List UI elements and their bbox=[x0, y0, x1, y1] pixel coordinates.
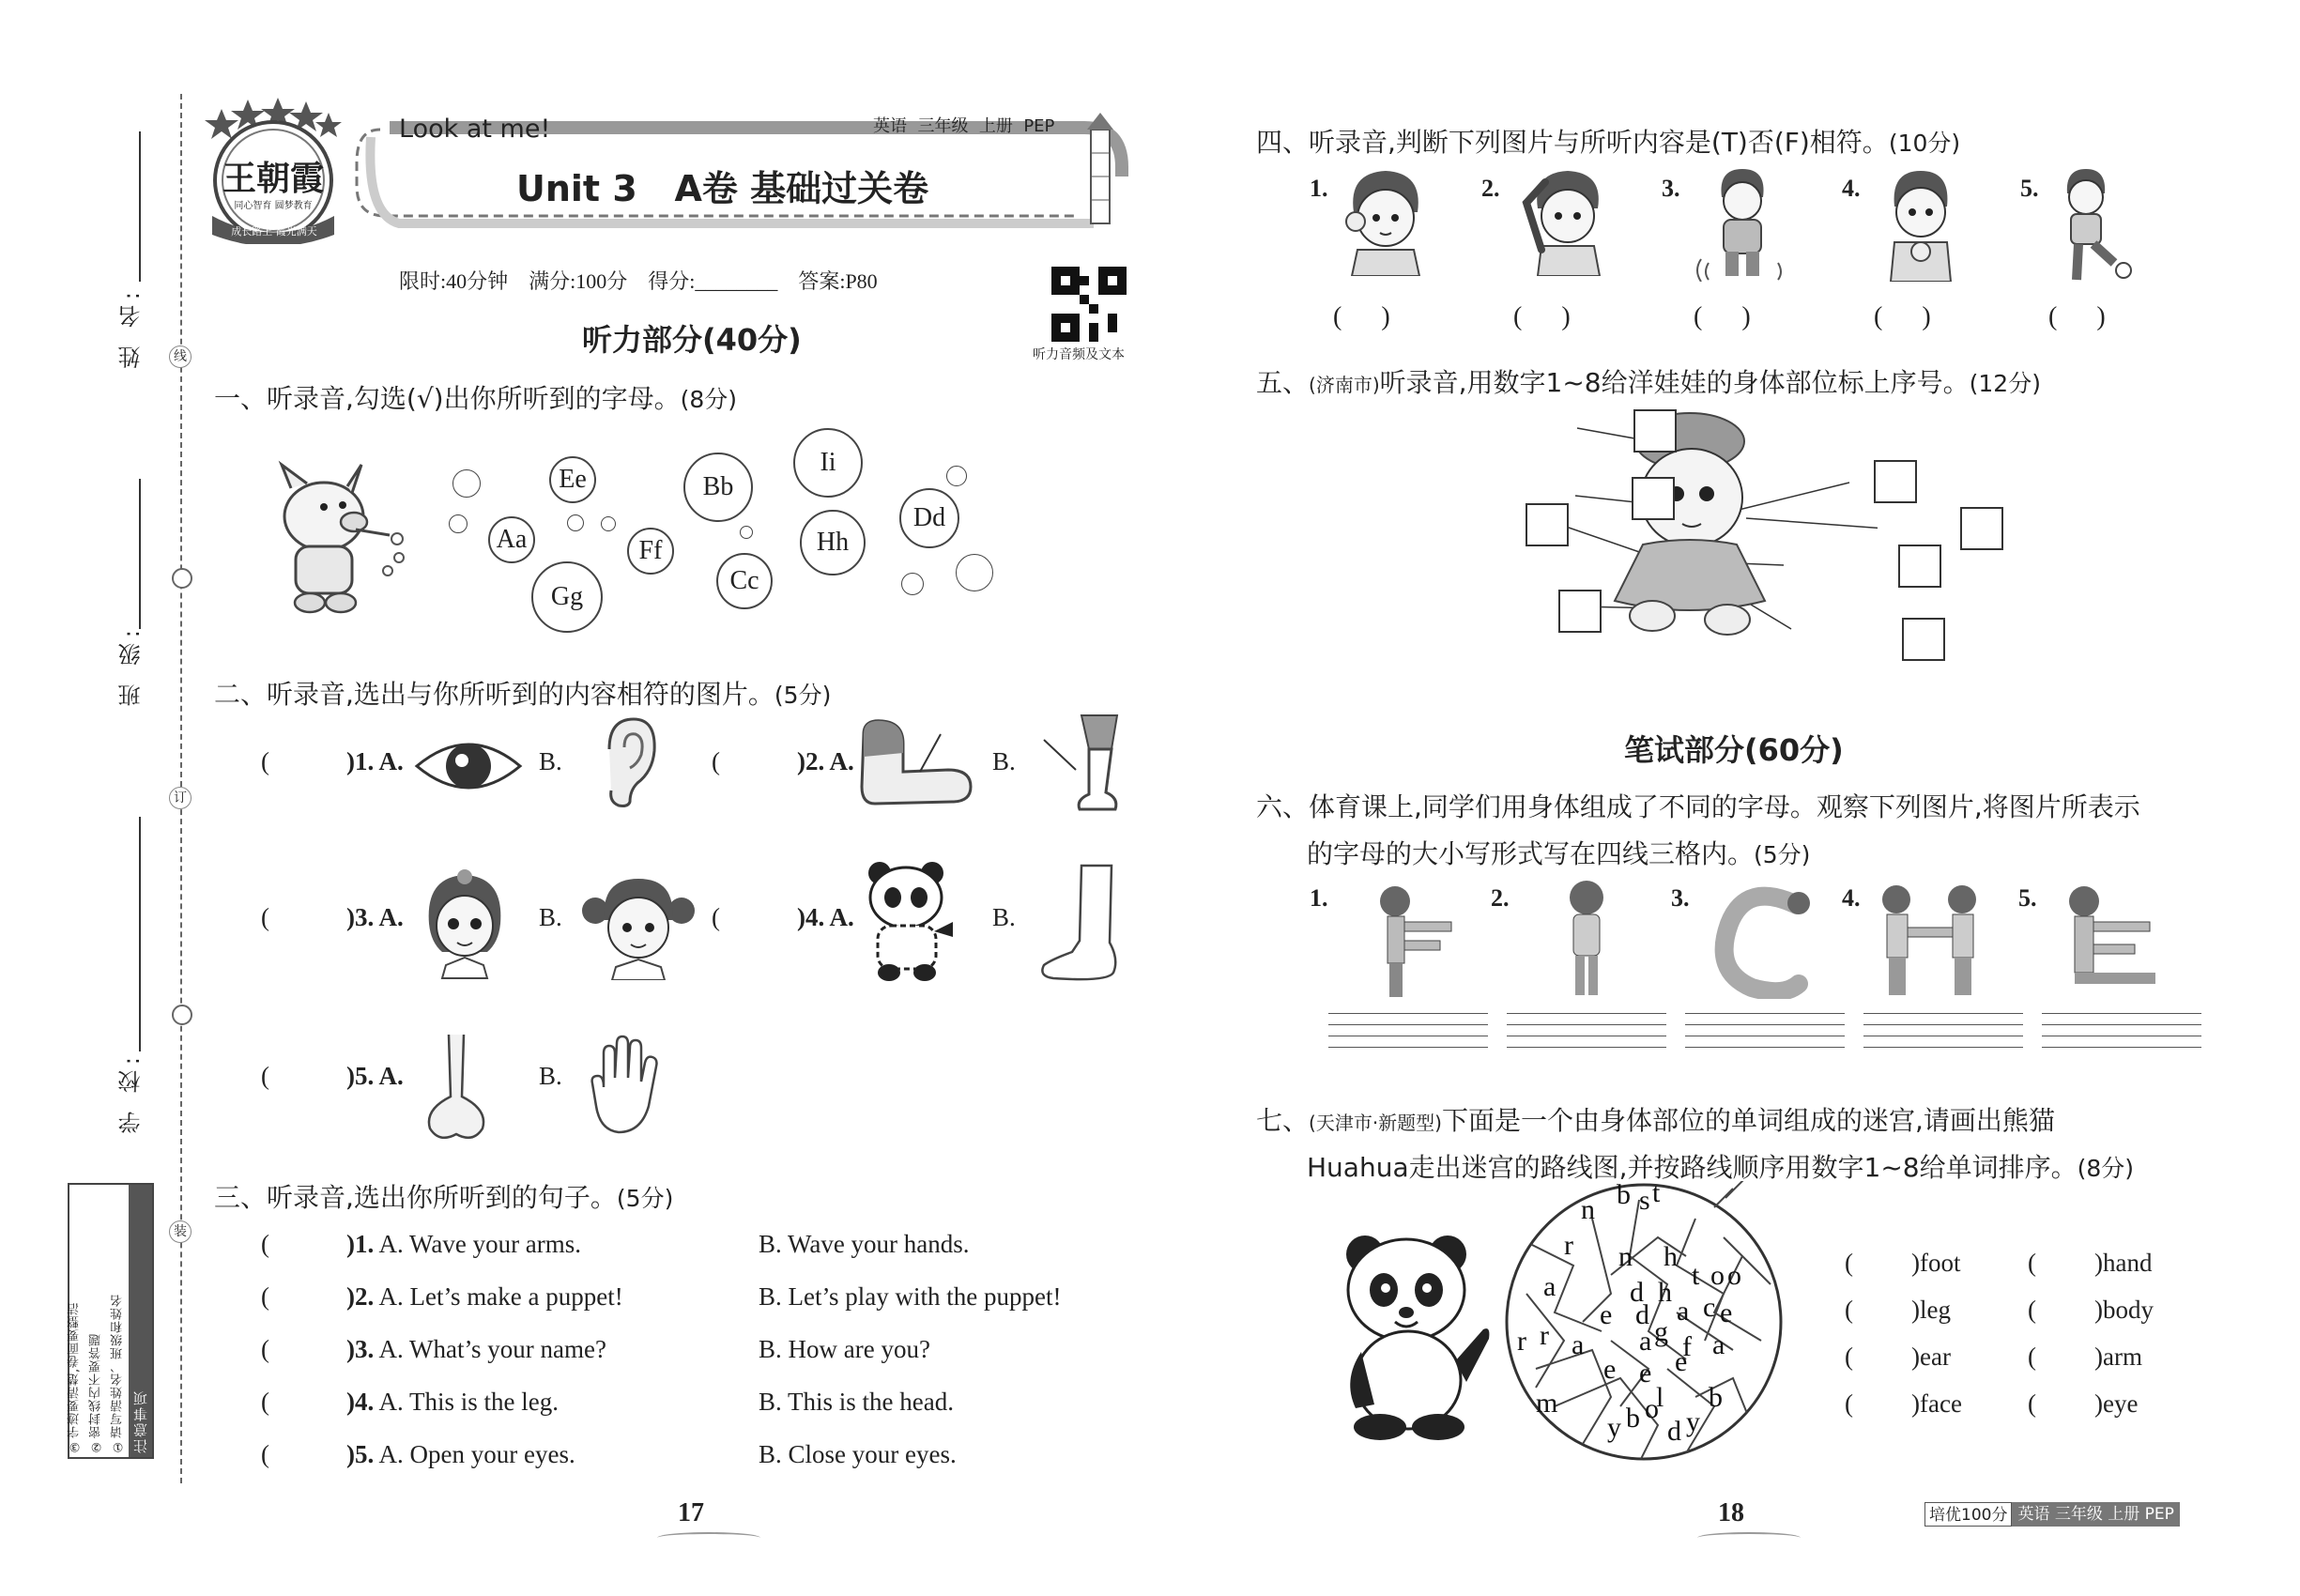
q6-label: 2. bbox=[1491, 884, 1510, 912]
letter-bubble[interactable]: Bb bbox=[683, 453, 753, 522]
q2-text: 二、听录音,选出与你所听到的内容相符的图片。 bbox=[214, 679, 774, 710]
q2-option-b: B. bbox=[992, 903, 1016, 931]
writing-lines[interactable] bbox=[1328, 1003, 1488, 1048]
maze-letter: g bbox=[1654, 1316, 1668, 1347]
leg-picture[interactable] bbox=[1035, 712, 1125, 815]
q2-item-4 bbox=[712, 903, 854, 932]
q7-title-line2 bbox=[1307, 1147, 2134, 1185]
qr-caption: 听力音频及文本 bbox=[1033, 347, 1125, 362]
q1-text: 一、听录音,勾选(√)出你所听到的字母。 bbox=[214, 383, 681, 414]
q2-option-b: B. bbox=[992, 747, 1016, 775]
page-number-left: 17 bbox=[678, 1498, 704, 1527]
answer-paren[interactable]: ( bbox=[1845, 1296, 1853, 1324]
girl-pigtails-picture[interactable] bbox=[582, 869, 695, 980]
footer-tag bbox=[1924, 1502, 2180, 1527]
writing-lines[interactable] bbox=[2042, 1003, 2201, 1048]
banner-tags: 英语 三年级 上册 PEP bbox=[873, 116, 1055, 136]
written-title: 笔试部分(60分) bbox=[1624, 732, 1844, 768]
q3-item-3 bbox=[261, 1335, 606, 1364]
maze-letter: b bbox=[1617, 1181, 1631, 1210]
page-swoosh bbox=[657, 1532, 760, 1543]
q2-item-label: )1. A. bbox=[346, 747, 404, 775]
maze-letter: t bbox=[1652, 1181, 1661, 1208]
q4-label: 2. bbox=[1481, 175, 1500, 202]
answer-paren[interactable]: ( bbox=[1845, 1249, 1853, 1277]
maze-letter: h bbox=[1664, 1241, 1678, 1272]
letter-bubble[interactable]: Gg bbox=[531, 561, 603, 633]
q2-item-label: )3. A. bbox=[346, 903, 404, 931]
q2-item-2 bbox=[712, 747, 854, 776]
q2-item-3 bbox=[261, 903, 404, 932]
maze-letter: d bbox=[1630, 1277, 1644, 1308]
exam-meta: 限时:40分钟 满分:100分 得分:________ 答案:P80 bbox=[399, 269, 878, 293]
q3-item-1 bbox=[261, 1230, 581, 1259]
maze-word: )hand bbox=[2094, 1249, 2153, 1277]
letter-bubble[interactable]: Ff bbox=[627, 528, 674, 575]
hand-picture[interactable] bbox=[587, 1031, 666, 1138]
label-box[interactable] bbox=[1526, 503, 1569, 546]
answer-paren[interactable]: ( bbox=[2028, 1249, 2036, 1277]
q7-text: 下面是一个由身体部位的单词组成的迷宫,请画出熊猫 bbox=[1441, 1105, 2055, 1136]
school-field[interactable] bbox=[139, 817, 141, 1051]
q3-item-5 bbox=[261, 1440, 575, 1469]
letter-bubble[interactable]: Cc bbox=[716, 553, 773, 609]
option-a: A. Open your eyes. bbox=[378, 1440, 575, 1468]
maze-letter: d bbox=[1635, 1299, 1649, 1330]
maze-letter: o bbox=[1727, 1260, 1741, 1291]
maze-word: )face bbox=[1911, 1389, 1962, 1418]
option-a: A. What’s your name? bbox=[378, 1335, 606, 1363]
q4-title bbox=[1256, 122, 1960, 160]
q3-points: (5分) bbox=[616, 1185, 674, 1212]
ear-picture[interactable] bbox=[596, 715, 662, 809]
q2-item-label: )5. A. bbox=[346, 1062, 404, 1090]
q7-word-row bbox=[1845, 1389, 1962, 1419]
maze-letter: r bbox=[1564, 1230, 1573, 1261]
maze-letter: c bbox=[1703, 1292, 1716, 1323]
page-title: Unit 3 A卷 基础过关卷 bbox=[516, 168, 929, 209]
brand-slogan: 成长路上 霞光满天 bbox=[231, 225, 317, 238]
q6-label: 4. bbox=[1842, 884, 1861, 912]
q3-item-4 bbox=[261, 1388, 559, 1417]
notice-item: ①请写清姓名、班级和姓名 bbox=[111, 1294, 125, 1453]
q3-text: 三、听录音,选出你所听到的句子。 bbox=[214, 1182, 617, 1213]
lighthouse-icon bbox=[1080, 111, 1122, 231]
maze-letter: r bbox=[1517, 1326, 1526, 1357]
maze-letter: o bbox=[1645, 1393, 1659, 1424]
maze-letter: y bbox=[1686, 1406, 1700, 1437]
q7-word-row bbox=[1845, 1249, 1960, 1278]
decorative-bubble bbox=[452, 469, 481, 498]
q2-option-b: B. bbox=[539, 1062, 562, 1090]
q6-label: 3. bbox=[1671, 884, 1690, 912]
option-b: B. Let’s play with the puppet! bbox=[759, 1282, 1062, 1311]
answer-paren[interactable]: ( ) bbox=[1874, 302, 1931, 331]
label-box[interactable] bbox=[1874, 460, 1917, 503]
label-box[interactable] bbox=[1558, 590, 1602, 633]
boy-shaking-legs-picture[interactable] bbox=[1690, 165, 1793, 282]
maze-letter: n bbox=[1581, 1194, 1595, 1225]
option-a: A. Let’s make a puppet! bbox=[378, 1282, 623, 1311]
qr-code[interactable] bbox=[1051, 267, 1127, 342]
notice-item: ②密封线内不要答题 bbox=[89, 1333, 103, 1453]
notice-box bbox=[68, 1183, 154, 1459]
q6-label: 5. bbox=[2018, 884, 2037, 912]
maze-letter: r bbox=[1540, 1320, 1549, 1351]
page-swoosh bbox=[1697, 1532, 1801, 1543]
q7-word-row bbox=[1845, 1343, 1951, 1372]
q2-option-b: B. bbox=[539, 747, 562, 775]
maze-word: )arm bbox=[2094, 1343, 2142, 1371]
writing-lines[interactable] bbox=[1685, 1003, 1845, 1048]
option-b: B. This is the head. bbox=[759, 1388, 954, 1416]
q3-item-label: )5. bbox=[346, 1440, 375, 1468]
q3-item-label: )3. bbox=[346, 1335, 375, 1363]
q4-label: 4. bbox=[1842, 175, 1861, 202]
letter-bubble[interactable]: Ee bbox=[549, 456, 596, 503]
answer-paren[interactable]: ( bbox=[2028, 1296, 2036, 1324]
option-b: B. Close your eyes. bbox=[759, 1440, 957, 1468]
maze-letter: e bbox=[1720, 1297, 1733, 1328]
maze-letter: b bbox=[1709, 1382, 1723, 1413]
q4-label: 1. bbox=[1310, 175, 1328, 202]
maze-letter: a bbox=[1572, 1329, 1585, 1360]
q7-prefix: 七、 bbox=[1256, 1105, 1310, 1136]
option-b: B. Wave your hands. bbox=[759, 1230, 970, 1258]
decorative-bubble bbox=[449, 514, 468, 533]
answer-paren[interactable]: ( bbox=[2028, 1389, 2036, 1418]
answer-paren[interactable]: ( bbox=[261, 1388, 269, 1416]
decorative-bubble bbox=[567, 514, 584, 531]
q2-item-5 bbox=[261, 1062, 404, 1091]
label-box[interactable] bbox=[1898, 545, 1941, 588]
cut-mark: 线 bbox=[169, 345, 192, 368]
answer-paren[interactable]: ( bbox=[2028, 1343, 2036, 1371]
maze-letter: e bbox=[1603, 1354, 1617, 1385]
body-letter-e-picture bbox=[2056, 882, 2159, 999]
maze-letter: b bbox=[1626, 1403, 1640, 1434]
answer-paren[interactable]: ( bbox=[261, 1062, 269, 1090]
answer-paren[interactable]: ( bbox=[712, 747, 720, 775]
maze-letter: a bbox=[1639, 1326, 1652, 1357]
body-letter-f-picture bbox=[1361, 882, 1455, 999]
q7-text2: Huahua走出迷宫的路线图,并按路线顺序用数字1~8给单词排序。 bbox=[1307, 1152, 2078, 1183]
answer-paren[interactable]: ( bbox=[261, 747, 269, 775]
maze-letter: t bbox=[1692, 1260, 1700, 1291]
brand-subtitle: 同心智育 圆梦教育 bbox=[234, 201, 313, 211]
q2-item-label: )4. A. bbox=[797, 903, 854, 931]
q4-label: 3. bbox=[1662, 175, 1680, 202]
body-letter-h-picture bbox=[1874, 881, 1986, 999]
name-label: 姓 名: bbox=[118, 286, 145, 369]
notice-title: 注意事项 bbox=[129, 1185, 152, 1457]
q2-points: (5分) bbox=[774, 682, 832, 709]
hole-icon bbox=[172, 568, 192, 589]
decorative-bubble bbox=[901, 573, 924, 595]
hole-icon bbox=[172, 1005, 192, 1025]
class-field[interactable] bbox=[139, 479, 141, 629]
q7-word-row bbox=[2028, 1296, 2154, 1325]
maze-letter: y bbox=[1607, 1412, 1621, 1443]
name-field[interactable] bbox=[139, 131, 141, 282]
maze-letter: a bbox=[1543, 1271, 1556, 1302]
answer-paren[interactable]: ( ) bbox=[1694, 302, 1751, 331]
answer-paren[interactable]: ( bbox=[1845, 1389, 1853, 1418]
answer-paren[interactable]: ( bbox=[712, 903, 720, 931]
q3-item-2 bbox=[261, 1282, 623, 1312]
binding-margin bbox=[0, 0, 197, 1596]
maze-letter: e bbox=[1600, 1299, 1613, 1330]
listening-title: 听力部分(40分) bbox=[582, 322, 802, 358]
q7-word-row bbox=[2028, 1343, 2142, 1372]
q4-points: (10分) bbox=[1888, 130, 1961, 157]
q6-title-line1: 六、体育课上,同学们用身体组成了不同的字母。观察下列图片,将图片所表示 bbox=[1256, 791, 2140, 822]
footer-subject: 英语 三年级 上册 PEP bbox=[2012, 1502, 2179, 1527]
q4-text: 四、听录音,判断下列图片与所听内容是(T)否(F)相符。 bbox=[1256, 127, 1889, 158]
boy-clapping-picture[interactable] bbox=[1868, 165, 1971, 282]
boy-touching-head-picture[interactable] bbox=[1513, 165, 1617, 276]
label-box[interactable] bbox=[1632, 477, 1675, 520]
banner-small-text: Look at me! bbox=[399, 115, 551, 144]
answer-paren[interactable]: ( ) bbox=[2048, 302, 2106, 331]
cut-mark: 装 bbox=[169, 1220, 192, 1243]
maze-word: )foot bbox=[1911, 1249, 1961, 1277]
q2-title bbox=[214, 674, 831, 712]
answer-paren[interactable]: ( bbox=[261, 1282, 269, 1311]
maze-letter: a bbox=[1712, 1329, 1725, 1360]
school-label: 学 校: bbox=[118, 1051, 145, 1134]
answer-paren[interactable]: ( bbox=[261, 1335, 269, 1363]
footer-brand: 培优100分 bbox=[1924, 1502, 2012, 1527]
q7-title-line1 bbox=[1256, 1100, 2055, 1138]
answer-paren[interactable]: ( ) bbox=[1333, 302, 1390, 331]
page-number-right: 18 bbox=[1718, 1498, 1744, 1527]
maze-word: )body bbox=[2094, 1296, 2154, 1324]
maze-letter: n bbox=[1618, 1241, 1633, 1272]
q6-text: 的字母的大小写形式写在四线三格内。 bbox=[1307, 838, 1755, 869]
maze-letter: e bbox=[1639, 1358, 1652, 1389]
q5-points: (12分) bbox=[1969, 370, 2041, 397]
q4-label: 5. bbox=[2020, 175, 2039, 202]
writing-lines[interactable] bbox=[1863, 1003, 2023, 1048]
class-label: 班 级: bbox=[118, 624, 145, 707]
decorative-bubble bbox=[740, 526, 753, 539]
notice-item: ③字迹要清楚,卷面要整洁 bbox=[68, 1301, 82, 1453]
q2-option-b: B. bbox=[539, 903, 562, 931]
decorative-bubble bbox=[946, 466, 967, 486]
letter-bubble[interactable]: Aa bbox=[488, 516, 535, 563]
q5-text: 听录音,用数字1~8给洋娃娃的身体部位标上序号。 bbox=[1379, 367, 1970, 398]
q5-tag: (济南市) bbox=[1309, 374, 1380, 396]
maze-word: )ear bbox=[1911, 1343, 1951, 1371]
nose-picture[interactable] bbox=[413, 1031, 498, 1147]
writing-lines[interactable] bbox=[1507, 1003, 1666, 1048]
letter-bubble[interactable]: Ii bbox=[793, 428, 863, 498]
letter-bubble[interactable]: Dd bbox=[899, 488, 959, 548]
answer-paren[interactable]: ( bbox=[261, 903, 269, 931]
unit-banner bbox=[343, 111, 1131, 233]
body-letter-i-picture bbox=[1549, 877, 1624, 999]
option-a: A. Wave your arms. bbox=[378, 1230, 582, 1258]
q6-label: 1. bbox=[1310, 884, 1328, 912]
q6-title-line2 bbox=[1307, 834, 1810, 871]
panda-body-picture[interactable] bbox=[859, 860, 957, 982]
q7-word-row bbox=[1845, 1296, 1951, 1325]
decorative-bubble bbox=[601, 516, 616, 531]
body-letter-c-picture bbox=[1709, 886, 1812, 999]
answer-paren[interactable]: ( bbox=[1845, 1343, 1853, 1371]
boy-kicking-picture[interactable] bbox=[2039, 165, 2133, 284]
label-box[interactable] bbox=[1633, 409, 1677, 453]
label-box[interactable] bbox=[1960, 507, 2003, 550]
q1-points: (8分) bbox=[680, 386, 738, 413]
q3-item-label: )2. bbox=[346, 1282, 375, 1311]
q7-points: (8分) bbox=[2077, 1155, 2135, 1182]
brand-name: 王朝霞 bbox=[222, 159, 324, 198]
maze-letter: l bbox=[1656, 1382, 1664, 1413]
maze-letter: a bbox=[1677, 1296, 1690, 1327]
q7-tag: (天津市·新题型) bbox=[1309, 1112, 1442, 1134]
panda-huahua-illustration bbox=[1333, 1220, 1493, 1441]
maze[interactable] bbox=[1498, 1181, 1789, 1463]
decorative-bubble bbox=[956, 554, 993, 591]
answer-paren[interactable]: ( bbox=[261, 1440, 269, 1468]
q5-title: 五、(济南市)听录音,用数字1~8给洋娃娃的身体部位标上序号。(12分) bbox=[1256, 367, 2041, 398]
pig-illustration bbox=[258, 460, 408, 620]
maze-letter: m bbox=[1536, 1388, 1558, 1419]
maze-word: )eye bbox=[2094, 1389, 2139, 1418]
q6-points: (5分) bbox=[1754, 841, 1811, 868]
label-box[interactable] bbox=[1902, 618, 1945, 661]
maze-letter: o bbox=[1710, 1260, 1725, 1291]
brand-logo bbox=[199, 94, 347, 244]
cut-mark: 订 bbox=[169, 787, 192, 809]
option-b: B. How are you? bbox=[759, 1335, 930, 1363]
answer-paren[interactable]: ( ) bbox=[1513, 302, 1571, 331]
maze-letter: e bbox=[1675, 1346, 1688, 1377]
maze-letter: h bbox=[1658, 1277, 1672, 1308]
q3-title bbox=[214, 1177, 673, 1215]
q2-item-1 bbox=[261, 747, 404, 776]
q7-word-row bbox=[2028, 1389, 2138, 1419]
q3-item-label: )1. bbox=[346, 1230, 375, 1258]
maze-letter: f bbox=[1682, 1331, 1692, 1362]
q3-item-label: )4. bbox=[346, 1388, 375, 1416]
boy-touching-ear-picture[interactable] bbox=[1333, 165, 1436, 276]
maze-letter: s bbox=[1639, 1185, 1650, 1216]
foot-picture[interactable] bbox=[1035, 862, 1125, 986]
q2-item-label: )2. A. bbox=[797, 747, 854, 775]
maze-letter: d bbox=[1667, 1416, 1681, 1447]
q1-title bbox=[214, 378, 737, 416]
eye-picture[interactable] bbox=[413, 732, 524, 798]
maze-word: )leg bbox=[1911, 1296, 1951, 1324]
option-a: A. This is the leg. bbox=[378, 1388, 560, 1416]
arm-picture[interactable] bbox=[854, 715, 976, 809]
letter-bubble[interactable]: Hh bbox=[800, 510, 866, 575]
answer-paren[interactable]: ( bbox=[261, 1230, 269, 1258]
girl-face-picture[interactable] bbox=[418, 867, 512, 980]
q7-word-row bbox=[2028, 1249, 2152, 1278]
